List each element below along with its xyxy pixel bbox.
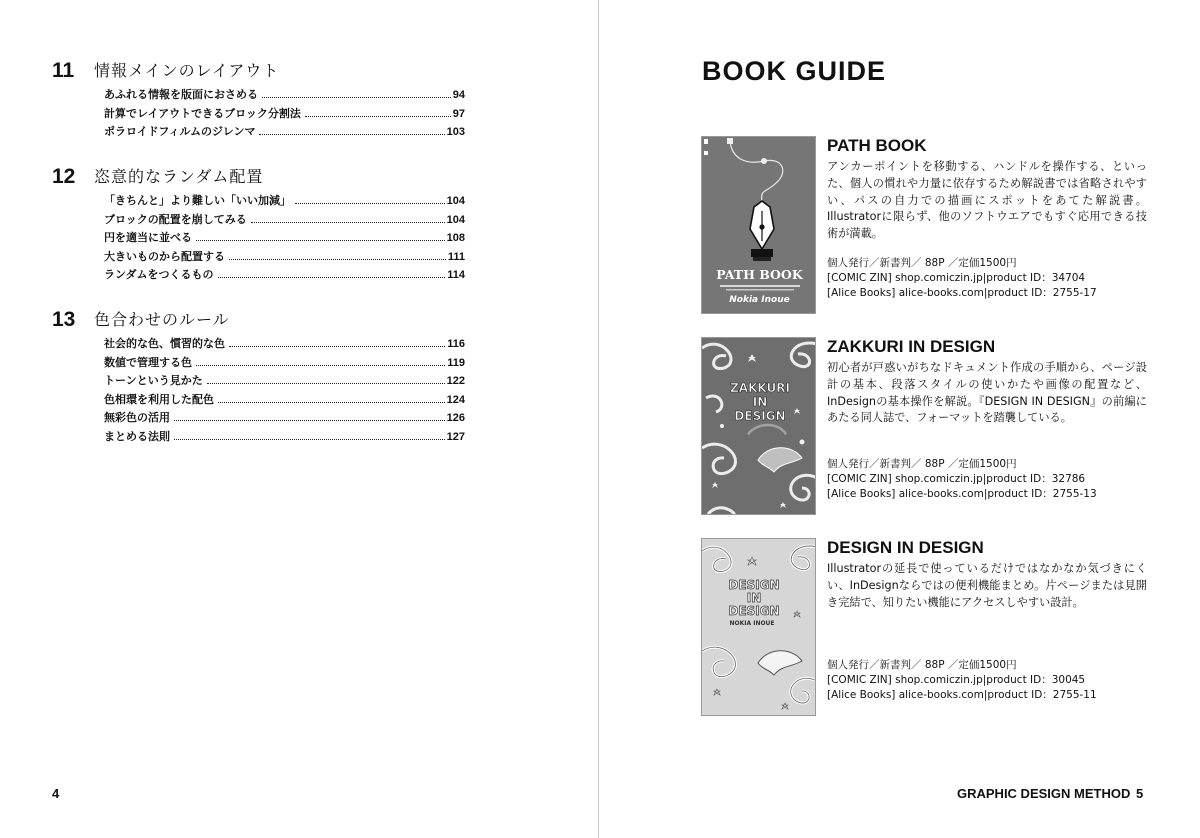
toc-entry-title: まとめる法則 xyxy=(104,429,170,443)
chapter-number: 12 xyxy=(52,165,76,188)
toc-entry-list xyxy=(52,86,472,142)
book-info xyxy=(827,337,1147,500)
toc-entry-title: 大きいものから配置する xyxy=(104,249,225,263)
leader-dots xyxy=(259,134,444,135)
cover-title-text: PATH BOOK xyxy=(716,267,803,282)
book-description: Illustratorの延長で使っているだけではなかなか気づきにくい、InDesignならではの便利機能まとめ。片ページまたは見開き完結で、知りたい機能にアクセスしやすい設計。 xyxy=(827,562,1147,609)
chapter-heading xyxy=(52,58,472,84)
toc-chapter-13 xyxy=(52,307,472,447)
book-guide-heading: BOOK GUIDE xyxy=(702,56,887,86)
cover-title-line: DESIGN xyxy=(728,604,780,618)
toc-entry-page: 127 xyxy=(446,430,465,443)
chapter-heading xyxy=(52,307,472,333)
book-meta-format: 個人発行／新書判／ 88P ／定価1500円 xyxy=(827,458,1017,470)
toc-entry-page: 114 xyxy=(447,269,465,282)
chapter-heading xyxy=(52,164,472,190)
toc-entry[interactable] xyxy=(104,192,465,211)
book-card-design-in-design xyxy=(701,538,1151,720)
right-page-number: 5 xyxy=(1136,786,1144,801)
toc-entry-title: ブロックの配置を崩してみる xyxy=(104,212,247,226)
toc-entry-page: 103 xyxy=(446,126,465,139)
toc-entry-page: 122 xyxy=(446,375,465,388)
toc-entry-page: 108 xyxy=(446,232,465,245)
book-cover-image xyxy=(701,538,816,716)
toc-entry-title: 円を適当に並べる xyxy=(104,231,192,245)
toc-entry[interactable] xyxy=(104,354,465,373)
book-meta-comiczin-link[interactable]: [COMIC ZIN] shop.comiczin.jp|product ID：30045 xyxy=(827,674,1086,686)
leader-dots xyxy=(207,383,445,384)
toc-chapter-12 xyxy=(52,164,472,285)
gutter-line xyxy=(598,0,599,838)
book-info xyxy=(827,136,1147,299)
book-cover-image xyxy=(701,136,816,314)
left-page-number: 4 xyxy=(52,786,60,801)
toc-entry-page: 116 xyxy=(447,338,465,350)
toc-entry[interactable] xyxy=(104,266,465,285)
toc-entry-page: 94 xyxy=(452,89,465,101)
toc-entry[interactable] xyxy=(104,372,465,391)
ornamental-cover-art xyxy=(702,338,816,515)
book-meta xyxy=(827,457,1147,502)
book-title: DESIGN IN DESIGN xyxy=(827,538,984,557)
leader-dots xyxy=(229,346,445,347)
toc-entry-title: 数値で管理する色 xyxy=(104,355,192,369)
toc-entry[interactable] xyxy=(104,86,465,105)
cover-title-line: IN xyxy=(746,591,762,605)
toc-entry-title: ランダムをつくるもの xyxy=(104,268,214,282)
leader-dots xyxy=(262,97,451,98)
book-title: PATH BOOK xyxy=(827,136,927,155)
toc-entry-title: 「きちんと」より難しい「いい加減」 xyxy=(104,194,291,207)
pen-nib-cover-art xyxy=(702,137,816,314)
toc-entry[interactable] xyxy=(104,211,465,230)
leader-dots xyxy=(305,116,451,117)
toc-entry-page: 104 xyxy=(446,195,465,207)
cover-title-line: ZAKKURI xyxy=(730,381,790,395)
toc-entry-page: 119 xyxy=(447,356,465,369)
toc-entry-title: 無彩色の活用 xyxy=(104,411,170,425)
ornamental-cover-art xyxy=(702,539,816,716)
toc-entry[interactable] xyxy=(104,428,465,447)
book-card-zakkuri-in-design xyxy=(701,337,1151,519)
toc-entry[interactable] xyxy=(104,123,465,142)
book-cover-image xyxy=(701,337,816,515)
toc-entry-page: 126 xyxy=(446,412,465,425)
toc-entry-page: 104 xyxy=(446,213,465,226)
book-meta-alicebooks-link[interactable]: [Alice Books] alice-books.com|product ID：2755-11 xyxy=(827,689,1097,701)
toc-entry-page: 97 xyxy=(452,107,465,120)
toc-entry-title: あふれる情報を版面におさめる xyxy=(104,88,258,101)
book-description: アンカーポイントを移動する、ハンドルを操作する、といった、個人の慣れや力量に依存するため解説書では省略されやすい、パスの自力での描画にスポットをあてた解説書。Illustratorに限らず、他のソフトウエアでもすぐ応用できる技術が満載。 xyxy=(827,160,1147,241)
chapter-title: 情報メインのレイアウト xyxy=(94,61,280,80)
leader-dots xyxy=(229,259,446,260)
cover-author-text: Nokia Inoue xyxy=(729,295,790,305)
toc-entry[interactable] xyxy=(104,409,465,428)
toc-entry-title: 社会的な色、慣習的な色 xyxy=(104,337,225,350)
toc-entry-list xyxy=(52,335,472,447)
leader-dots xyxy=(218,402,445,403)
chapter-title: 恣意的なランダム配置 xyxy=(94,167,264,186)
cover-title-line: DESIGN xyxy=(734,409,786,423)
book-meta-alicebooks-link[interactable]: [Alice Books] alice-books.com|product ID：2755-13 xyxy=(827,488,1097,500)
toc-entry[interactable] xyxy=(104,105,465,124)
toc-entry[interactable] xyxy=(104,335,465,354)
running-footer-title: GRAPHIC DESIGN METHOD xyxy=(957,786,1131,801)
book-meta-alicebooks-link[interactable]: [Alice Books] alice-books.com|product ID：2755-17 xyxy=(827,287,1097,299)
leader-dots xyxy=(174,439,445,440)
toc-entry-title: 色相環を利用した配色 xyxy=(104,392,214,406)
toc-entry-page: 124 xyxy=(446,393,465,406)
cover-author-text: NOKIA INOUE xyxy=(729,620,775,627)
chapter-title: 色合わせのルール xyxy=(94,310,230,329)
leader-dots xyxy=(218,277,446,278)
toc-entry[interactable] xyxy=(104,229,465,248)
book-meta xyxy=(827,658,1147,703)
leader-dots xyxy=(295,203,445,204)
book-meta-comiczin-link[interactable]: [COMIC ZIN] shop.comiczin.jp|product ID：34704 xyxy=(827,272,1086,284)
toc-entry[interactable] xyxy=(104,391,465,410)
toc-entry-title: トーンという見かた xyxy=(104,374,203,388)
book-meta-format: 個人発行／新書判／ 88P ／定価1500円 xyxy=(827,659,1017,671)
toc-entry[interactable] xyxy=(104,248,465,267)
toc-chapter-11 xyxy=(52,58,472,142)
book-title: ZAKKURI IN DESIGN xyxy=(827,337,996,356)
toc-entry-list xyxy=(52,192,472,285)
chapter-number: 13 xyxy=(52,308,76,331)
book-card-path-book xyxy=(701,136,1151,318)
book-info xyxy=(827,538,1147,701)
leader-dots xyxy=(196,365,445,366)
toc-entry-page: 111 xyxy=(447,250,465,263)
toc-entry-title: ポラロイドフィルムのジレンマ xyxy=(104,125,256,139)
chapter-number: 11 xyxy=(52,59,75,82)
cover-title-line: DESIGN xyxy=(728,578,780,592)
leader-dots xyxy=(174,420,445,421)
cover-title-line: IN xyxy=(752,395,768,409)
leader-dots xyxy=(196,240,445,241)
book-description: 初心者が戸惑いがちなドキュメント作成の手順から、ページ設計の基本、段落スタイルの使いかたや画像の配置など、InDesignの基本操作を解説。『DESIGN IN DESIGN』の前編にあたる同人誌で、フォーマットを踏襲している。 xyxy=(827,361,1147,425)
leader-dots xyxy=(251,222,445,223)
toc-entry-title: 計算でレイアウトできるブロック分割法 xyxy=(104,106,301,120)
book-meta-comiczin-link[interactable]: [COMIC ZIN] shop.comiczin.jp|product ID：32786 xyxy=(827,473,1086,485)
book-meta-format: 個人発行／新書判／ 88P ／定価1500円 xyxy=(827,257,1017,269)
book-meta xyxy=(827,256,1147,301)
